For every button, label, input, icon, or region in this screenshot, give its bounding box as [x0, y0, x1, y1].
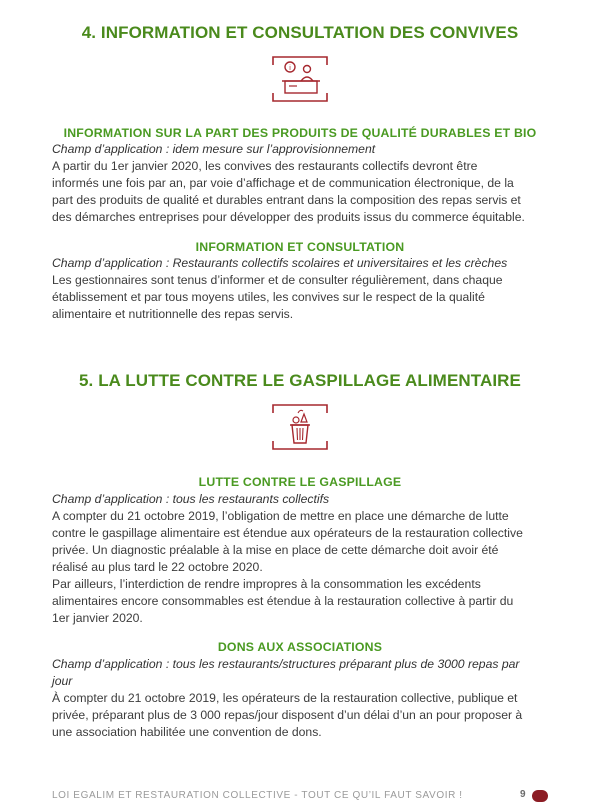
- scope-line: Champ d’application : tous les restaurants collectifs: [52, 492, 330, 506]
- section-5-title: 5. LA LUTTE CONTRE LE GASPILLAGE ALIMENTAIRE: [79, 371, 521, 390]
- text-line: alimentaires encore consommables est étendue à la restauration collective à partir du: [52, 594, 514, 608]
- text-line: À compter du 21 octobre 2019, les opérateurs de la restauration collective, publique et: [52, 691, 518, 705]
- text-line: une association habilitée une convention de dons.: [52, 725, 322, 739]
- subtitle-lutte-gaspillage: LUTTE CONTRE LE GASPILLAGE: [198, 475, 402, 489]
- subtitle-information-consultation: INFORMATION ET CONSULTATION: [195, 240, 405, 254]
- page-number: 9: [520, 789, 526, 800]
- svg-text:i: i: [289, 65, 291, 72]
- text-line: contre le gaspillage alimentaire est étendue aux opérateurs de la restauration collective: [52, 526, 523, 540]
- text-line: A compter du 21 octobre 2019, l’obligation de mettre en place une démarche de lutte: [52, 509, 509, 523]
- text-line: établissement et par tous moyens utiles, les convives sur le respect de la qualité: [52, 290, 485, 304]
- page-badge: [532, 790, 548, 802]
- text-line: Par ailleurs, l’interdiction de rendre impropres à la consommation les excédents: [52, 577, 481, 591]
- reception-desk-icon: [271, 55, 329, 103]
- scope-line: [52, 656, 552, 690]
- text-line: part des produits de qualité et durables entrant dans la composition des repas servis et: [52, 193, 521, 207]
- waste-bin-icon: [271, 403, 329, 451]
- text-line: des démarches entreprises pour développer des produits issus du commerce équitable.: [52, 210, 525, 224]
- text-line: privée. Un diagnostic préalable à la mise en place de cette démarche doit avoir été: [52, 543, 499, 557]
- section-4-title: 4. INFORMATION ET CONSULTATION DES CONVIVES: [81, 23, 519, 42]
- scope-line: Champ d’application : Restaurants collectifs scolaires et universitaires et les crèches: [52, 256, 508, 270]
- text-line: 1er janvier 2020.: [52, 611, 143, 625]
- paragraph: [52, 690, 552, 741]
- paragraph: [52, 508, 552, 627]
- scope-text-line: Champ d’application : tous les restaurants/structures préparant plus de 3000 repas par: [52, 657, 520, 671]
- subtitle-dons-associations: DONS AUX ASSOCIATIONS: [217, 640, 383, 654]
- text-line: Les gestionnaires sont tenus d’informer et de consulter régulièrement, dans chaque: [52, 273, 503, 287]
- text-line: privée, préparant plus de 3 000 repas/jour disposent d’un délai d’un an pour proposer à: [52, 708, 523, 722]
- text-line: informés une fois par an, par voie d’affichage et de communication électronique, de la: [52, 176, 514, 190]
- scope-line: Champ d’application : idem mesure sur l’approvisionnement: [52, 142, 376, 156]
- subtitle-produits-qualite: INFORMATION SUR LA PART DES PRODUITS DE QUALITÉ DURABLES ET BIO: [63, 126, 537, 140]
- footer-text: LOI EGALIM ET RESTAURATION COLLECTIVE - TOUT CE QU’IL FAUT SAVOIR !: [52, 790, 463, 801]
- text-line: alimentaire et nutritionnelle des repas servis.: [52, 307, 294, 321]
- text-line: A partir du 1er janvier 2020, les convives des restaurants collectifs devront être: [52, 159, 478, 173]
- text-line: réalisé au plus tard le 22 octobre 2020.: [52, 560, 263, 574]
- scope-text-line: jour: [52, 674, 73, 688]
- paragraph: [52, 272, 552, 323]
- paragraph: [52, 158, 552, 226]
